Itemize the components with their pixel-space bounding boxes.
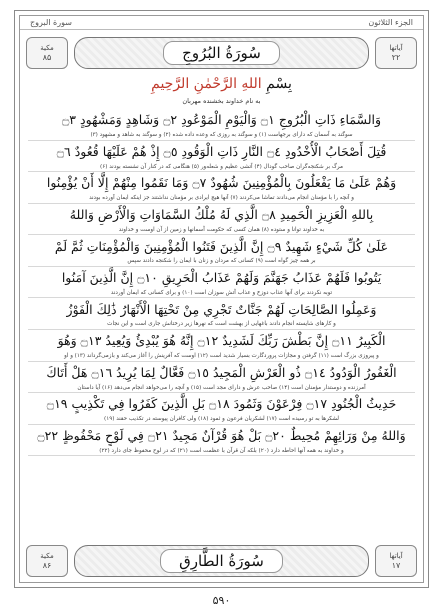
basmala (20, 76, 423, 92)
verse-translation: و کارهای شایسته انجام دادند باغهایی از بهشت است که نهرها زیر درختانش جاری است و این نجات (28, 320, 415, 330)
verse-block (28, 109, 415, 537)
verse-translation: سوگند به آسمان که دارای برجهاست (۱) و سوگند به روزی که وعده داده شده (۲) و سوگند به شاهد و مشهود (۳) (28, 130, 415, 140)
verse-line: وَالسَّمَاءِ ذَاتِ الْبُرُوجِ ۝١ وَالْيَوْمِ الْمَوْعُودِ ۝٢ وَشَاهِدٍ وَمَشْهُودٍ ۝٣ (61, 112, 382, 128)
badge-value: ۸۶ (42, 561, 52, 570)
verse-translation: و آنچه را با مؤمنان انجام می‌دادند تماشا می‌کردند (۷) آنها هیچ ایرادی بر مؤمنان نداشتند جز اینکه ایمان آورده بودند (28, 194, 415, 204)
badge-label: آیاتها (389, 44, 403, 52)
surah-order-badge (26, 37, 68, 69)
basmala-translation: به نام خداوند بخشنده مهربان (182, 97, 261, 105)
badge-value: ۲۲ (391, 53, 401, 62)
surah-title: سُورَةُ الطَّارِقِ (160, 549, 283, 573)
verse-line: بِاللهِ الْعَزِيزِ الْحَمِيدِ ۝٨ الَّذِي لَهُ مُلْكُ السَّمَاوَاتِ وَالْأَرْضِ وَاللهُ (69, 206, 374, 222)
badge-label: مکیة (40, 44, 54, 52)
badge-label: مکیة (40, 552, 54, 560)
surah-order-badge (26, 545, 68, 577)
mushaf-page (14, 10, 429, 588)
surah-header-tariq (26, 542, 417, 580)
verse-line: عَلَىٰ كُلِّ شَيْءٍ شَهِيدٌ ۝٩ إِنَّ الَّذِينَ فَتَنُوا الْمُؤْمِنِينَ وَالْمُؤْمِنَاتِ ثُمَّ لَمْ (54, 238, 389, 254)
verse-translation: و پیروزی بزرگ است (۱۱) گرفتن و مجازات پروردگارت بسیار شدید است (۱۲) اوست که آفرینش را آغاز می‌کند و بازمی‌گرداند (۱۳) و او (28, 351, 415, 361)
verse-count-badge (375, 545, 417, 577)
surah-title-cartouche (74, 37, 369, 69)
verse-translation: مرگ بر شکنجه‌گران صاحب گودال (۴) آتشی عظیم و شعله‌ور (۵) هنگامی که در کنار آن نشسته بودند (۶) (28, 162, 415, 172)
running-head-right: الجزء الثلاثون (368, 18, 413, 27)
verse-line: حَدِيثُ الْجُنُودِ ۝١٧ فِرْعَوْنَ وَثَمُودَ ۝١٨ بَلِ الَّذِينَ كَفَرُوا فِي تَكْذِيبٍ ۝١٩ (46, 396, 397, 412)
verse-translation: توبه نکردند برای آنها عذاب دوزخ و عذاب آتش سوزان است (۱۰) و برای کسانی که ایمان آوردند (28, 288, 415, 298)
page-border (19, 15, 424, 583)
badge-label: آیاتها (389, 552, 403, 560)
verse-translation: به خداوند توانا و ستوده (۸) همان کسی که حکومت آسمانها و زمین از آن اوست و خداوند (28, 225, 415, 235)
surah-title-cartouche (74, 545, 369, 577)
verse-count-badge (375, 37, 417, 69)
basmala-word: بِسْمِ (261, 76, 292, 92)
basmala-divine-name: اللهِ الرَّحْمٰنِ الرَّحِيمِ (151, 76, 262, 92)
badge-value: ۸۵ (42, 53, 52, 62)
verse-translation: بر همه چیز گواه است (۹) کسانی که مردان و زنان با ایمان را شکنجه دادند سپس (28, 257, 415, 267)
verse-line: قُتِلَ أَصْحَابُ الْأُخْدُودِ ۝٤ النَّارِ ذَاتِ الْوَقُودِ ۝٥ إِذْ هُمْ عَلَيْهَا قُعُودٌ ۝٦ (56, 143, 387, 159)
surah-header-buruj (26, 34, 417, 72)
verse-line: وَاللهُ مِنْ وَرَائِهِمْ مُحِيطٌ ۝٢٠ بَلْ هُوَ قُرْآنٌ مَجِيدٌ ۝٢١ فِي لَوْحٍ مَحْفُوظٍ ۝٢٢ (37, 427, 406, 443)
running-head-left: سورة البروج (30, 18, 72, 27)
running-head (20, 16, 423, 30)
badge-value: ۱۷ (391, 561, 401, 570)
verse-translation: آمرزنده و دوستدار مؤمنان است (۱۴) صاحب عرش و دارای مجد است (۱۵) و آنچه را می‌خواهد انجام می‌دهد (۱۶) آیا داستان (28, 383, 415, 393)
verse-line: الْغَفُورُ الْوَدُودُ ۝١٤ ذُو الْعَرْشِ الْمَجِيدُ ۝١٥ فَعَّالٌ لِمَا يُرِيدُ ۝١٦ هَلْ أَتَاكَ (46, 364, 397, 380)
verse-line: وَعَمِلُوا الصَّالِحَاتِ لَهُمْ جَنَّاتٌ تَجْرِي مِنْ تَحْتِهَا الْأَنْهَارُ ذَٰلِكَ الْفَوْزُ (66, 301, 377, 317)
surah-title: سُورَةُ البُرُوجِ (163, 41, 280, 65)
verse-translation: و خداوند به همه آنها احاطه دارد (۲۰) بلکه آن قرآن با عظمت است (۲۱) که در لوح محفوظ جای دارد (۲۲) (28, 446, 415, 456)
verse-translation: لشکرها به تو رسیده است (۱۷) لشکریان فرعون و ثمود (۱۸) ولی کافران پیوسته در تکذیب حقند (۱۹) (28, 415, 415, 425)
page-number: ۵۹۰ (212, 594, 231, 607)
verse-line: الْكَبِيرُ ۝١١ إِنَّ بَطْشَ رَبِّكَ لَشَدِيدٌ ۝١٢ إِنَّهُ هُوَ يُبْدِئُ وَيُعِيدُ ۝١٣ وَهُوَ (57, 333, 386, 349)
verse-line: يَتُوبُوا فَلَهُمْ عَذَابُ جَهَنَّمَ وَلَهُمْ عَذَابُ الْحَرِيقِ ۝١٠ إِنَّ الَّذِينَ آمَنُوا (61, 270, 382, 286)
verse-line: وَهُمْ عَلَىٰ مَا يَفْعَلُونَ بِالْمُؤْمِنِينَ شُهُودٌ ۝٧ وَمَا نَقَمُوا مِنْهُمْ إِلَّا أَنْ يُؤْمِنُوا (46, 175, 397, 191)
